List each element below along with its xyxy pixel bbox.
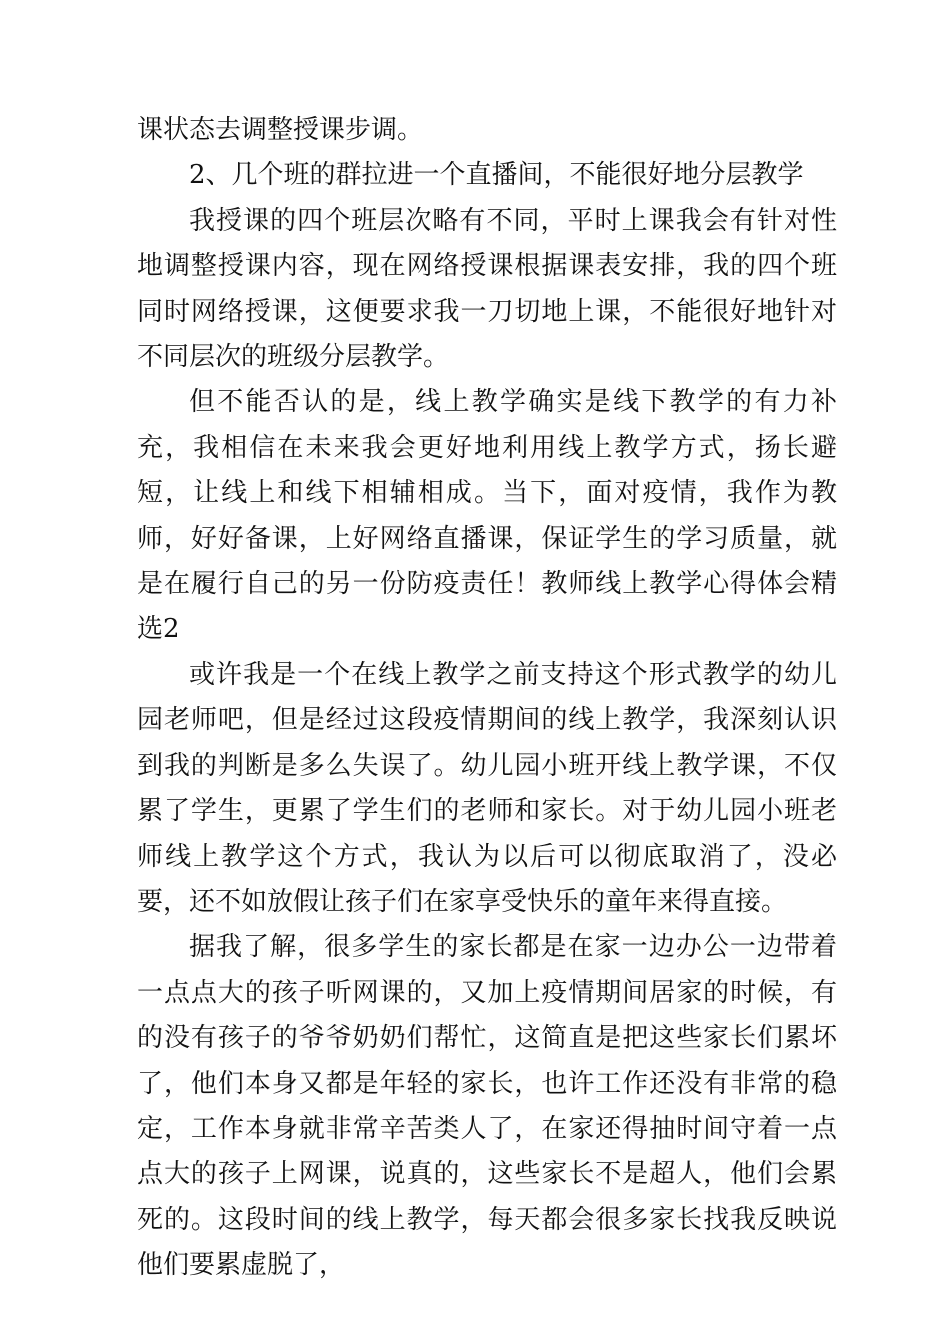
paragraph: 但不能否认的是，线上教学确实是线下教学的有力补充，我相信在未来我会更好地利用线上教学方式，扬长避短，让线上和线下相辅相成。当下，面对疫情，我作为教师，好好备课，上好网络直播课，保证学生的学习质量，就是在履行自己的另一份防疫责任！教师线上教学心得体会精选2 [137, 387, 837, 645]
section-heading: 2、几个班的群拉进一个直播间，不能很好地分层教学 [189, 160, 804, 191]
paragraph: 或许我是一个在线上教学之前支持这个形式教学的幼儿园老师吧，但是经过这段疫情期间的线上教学，我深刻认识到我的判断是多么失误了。幼儿园小班开线上教学课，不仅累了学生，更累了学生们的老师和家长。对于幼儿园小班老师线上教学这个方式，我认为以后可以彻底取消了，没必要，还不如放假让孩子们在家享受快乐的童年来得直接。 [137, 659, 837, 917]
document-body [137, 108, 837, 1289]
paragraph: 我授课的四个班层次略有不同，平时上课我会有针对性地调整授课内容，现在网络授课根据课表安排，我的四个班同时网络授课，这便要求我一刀切地上课，不能很好地针对不同层次的班级分层教学。 [137, 205, 837, 373]
paragraph: 据我了解，很多学生的家长都是在家一边办公一边带着一点点大的孩子听网课的，又加上疫情期间居家的时候，有的没有孩子的爷爷奶奶们帮忙，这简直是把这些家长们累坏了，他们本身又都是年轻的家长，也许工作还没有非常的稳定，工作本身就非常辛苦类人了，在家还得抽时间守着一点点大的孩子上网课，说真的，这些家长不是超人，他们会累死的。这段时间的线上教学，每天都会很多家长找我反映说他们要累虚脱了， [137, 932, 837, 1281]
paragraph-continuation: 课状态去调整授课步调。 [137, 115, 424, 145]
